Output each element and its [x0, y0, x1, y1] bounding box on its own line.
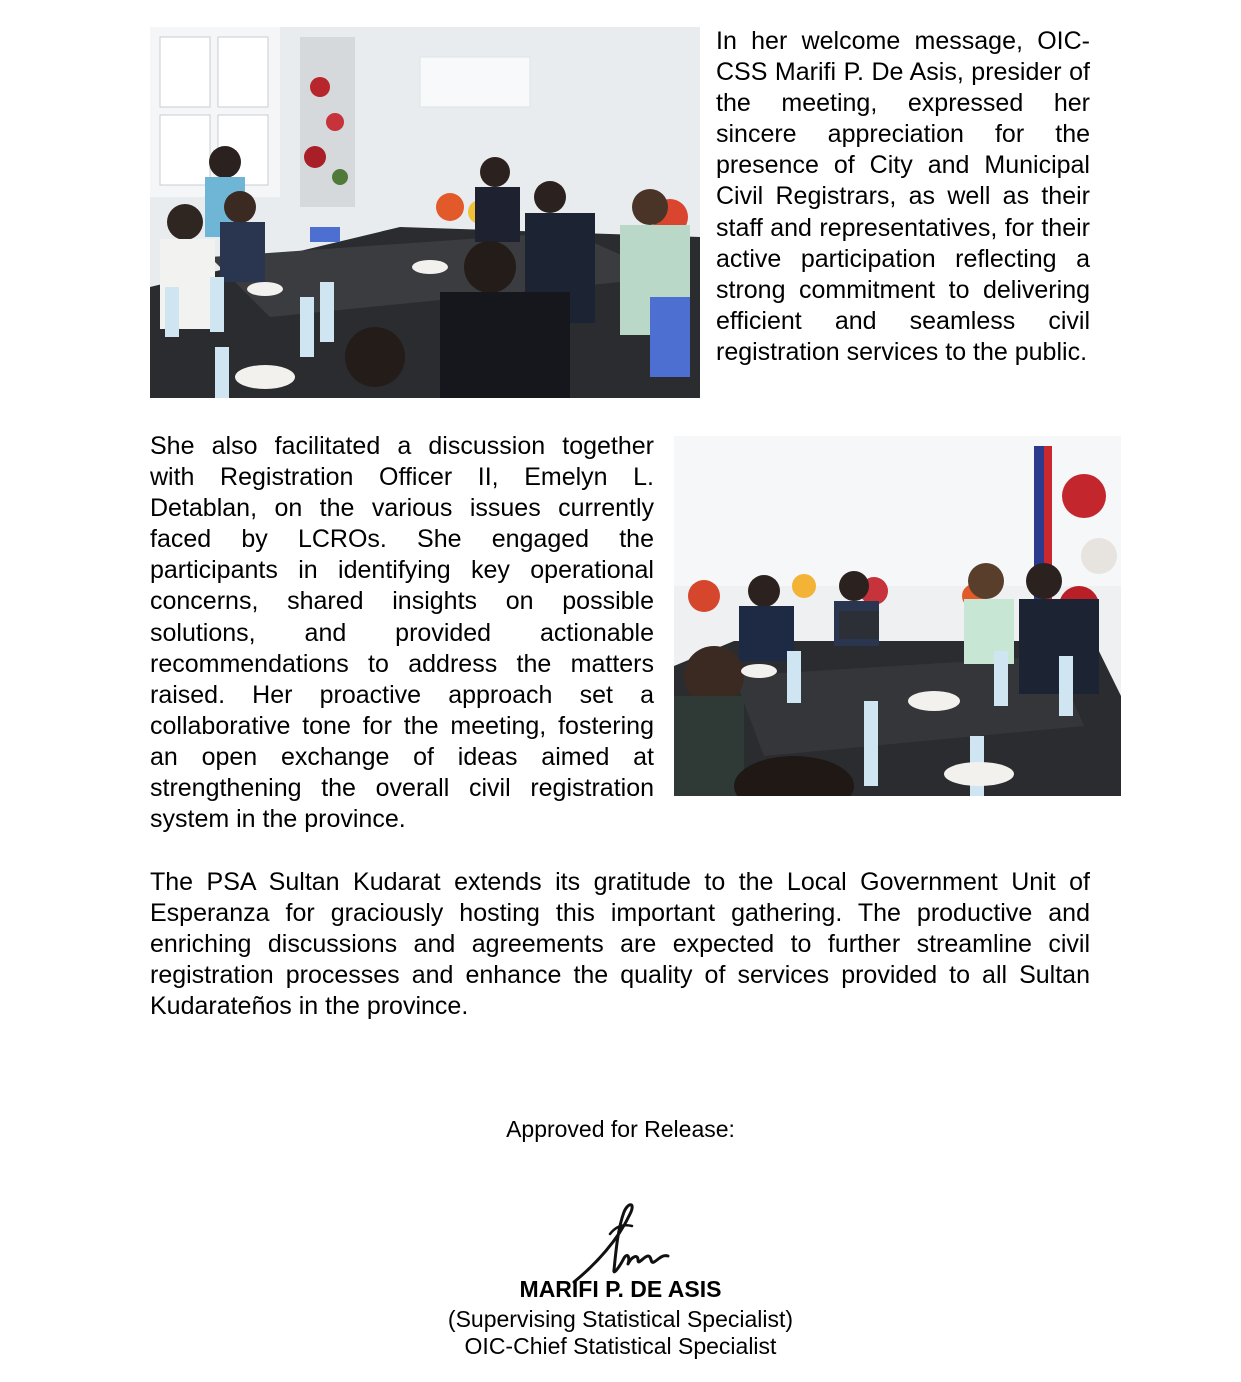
signatory-title-2: OIC-Chief Statistical Specialist	[464, 1333, 777, 1359]
approval-label: Approved for Release:	[506, 1116, 735, 1142]
gratitude-paragraph: The PSA Sultan Kudarat extends its gratitude to the Local Government Unit of Esperanza for graciously hosting this important gathering. The productive and enriching discussions and agreements are expected to further streamline civil registration processes and enhance the quality of services provided to all Sultan Kudarateños in the province.	[150, 868, 1090, 1021]
discussion-paragraph: She also facilitated a discussion together with Registration Officer II, Emelyn L. Detablan, on the various issues currently faced by LCROs. She engaged the participants in identifying key operational concerns, shared insights on possible solutions, and provided actionable recommendations to address the matters raised. Her proactive approach set a collaborative tone for the meeting, fostering an open exchange of ideas aimed at strengthening the overall civil registration system in the province.	[150, 432, 654, 834]
signatory-name: MARIFI P. DE ASIS	[519, 1276, 722, 1302]
welcome-paragraph: In her welcome message, OIC-CSS Marifi P. De Asis, presider of the meeting, expressed her sincere appreciation for the presence of City and Municipal Civil Registrars, as well as their staff and representatives, for their active participation reflecting a strong commitment to delivering efficient and seamless civil registration services to the public.	[716, 27, 1090, 366]
meeting-photo-1-image	[150, 27, 700, 398]
meeting-photo-1	[150, 27, 700, 398]
meeting-photo-2	[674, 436, 1121, 796]
meeting-photo-2-image	[674, 436, 1121, 796]
signatory-title-1: (Supervising Statistical Specialist)	[447, 1306, 794, 1332]
